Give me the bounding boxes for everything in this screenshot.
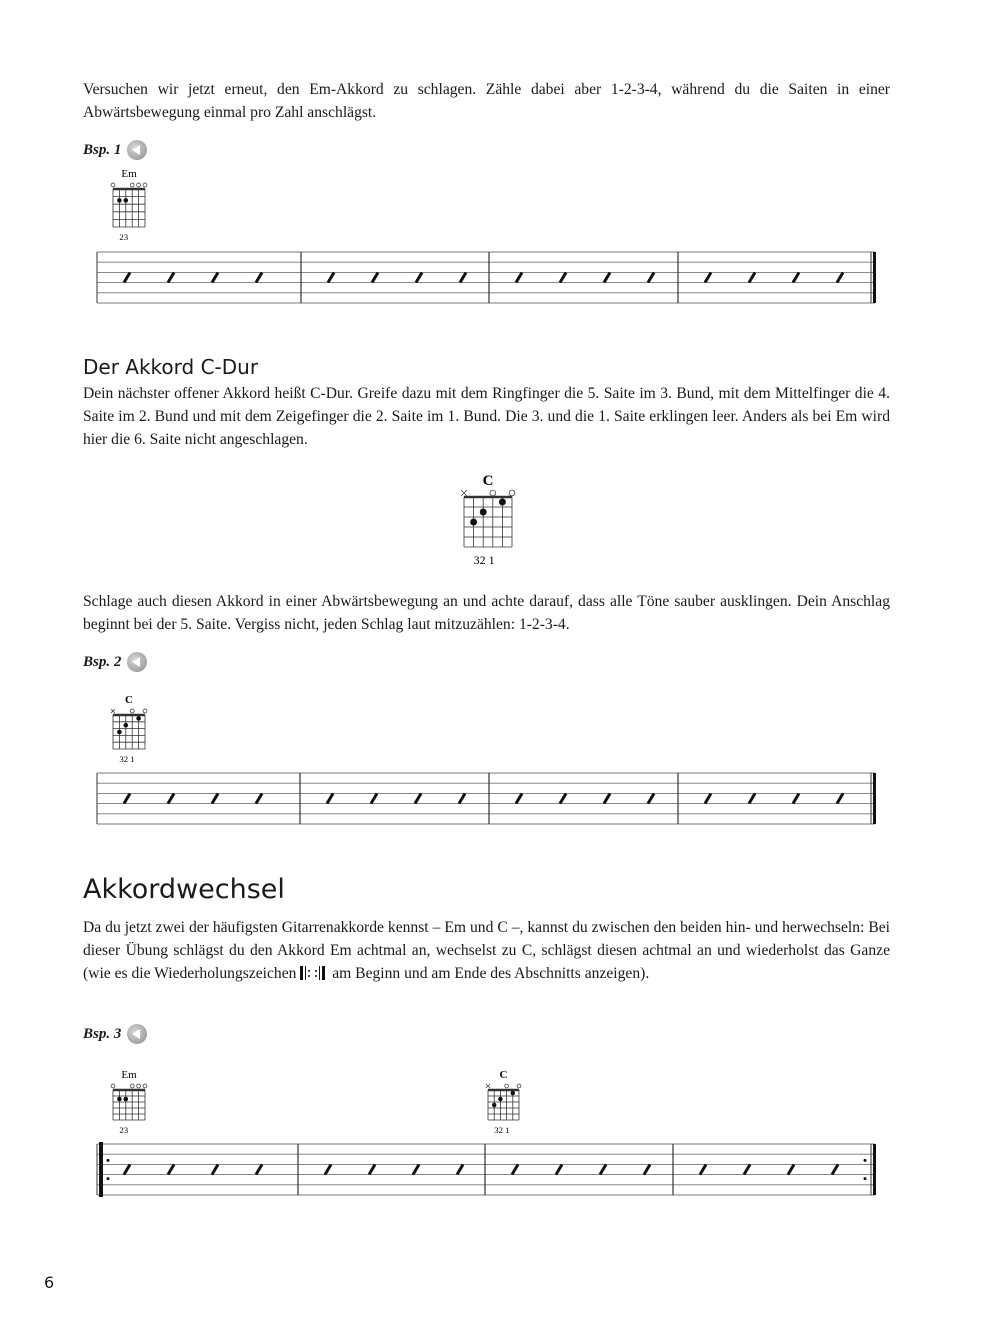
repeat-dot (864, 1159, 867, 1162)
strum-slash (457, 1165, 463, 1175)
strum-slash (516, 794, 522, 804)
strum-slash (168, 273, 174, 283)
strum-slash (556, 1165, 562, 1175)
text: Da du jetzt zwei der häufigsten Gitarrenakkorde kennst – Em und C –, kannst du zwischen den beiden hin- und herwechseln: Bei dieser Übung schlägst du den Akkord Em achtmal an, wechselst zu C, schlägst diesen achtmal an und wiederholst das Ganze (wie es die Wiederholungszeichen (83, 919, 890, 982)
strum-slash (648, 273, 654, 283)
strum-slash (168, 794, 174, 804)
chord-name: C (499, 1069, 508, 1081)
chord-diagram-em (111, 1069, 147, 1135)
strum-slash (512, 1165, 518, 1175)
repeat-dot (864, 1177, 867, 1180)
strum-paragraph: Schlage auch diesen Akkord in einer Abwärtsbewegung an und achte darauf, dass alle Töne sauber ausklingen. Dein Anschlag beginnt bei der 5. Saite. Vergiss nicht, jeden Schlag laut mitzuzählen: 1-2-3-4. (83, 593, 890, 633)
strum-slash (327, 794, 333, 804)
strum-slash (600, 1165, 606, 1175)
strum-slash (168, 1165, 174, 1175)
strum-slash (415, 794, 421, 804)
chapter-heading: Akkordwechsel (83, 874, 285, 905)
strum-slash (460, 273, 466, 283)
open-string-marker (143, 1084, 147, 1088)
chord-name: C (125, 694, 133, 706)
finger-dot (511, 1091, 515, 1095)
finger-dot (480, 509, 487, 516)
strum-slash (793, 273, 799, 283)
strum-slash (560, 794, 566, 804)
strum-slash (837, 273, 843, 283)
strum-slash (416, 273, 422, 283)
strum-slash (369, 1165, 375, 1175)
strum-slash (124, 794, 130, 804)
example-label: Bsp. 3 (83, 1025, 122, 1042)
open-string-marker (143, 183, 147, 187)
finger-dot (117, 1097, 122, 1102)
chord-name: C (482, 473, 494, 489)
finger-dot (123, 723, 128, 728)
c-dur-paragraph: Dein nächster offener Akkord heißt C-Dur. Greife dazu mit dem Ringfinger die 5. Saite im 3. Bund, mit dem Mittelfinger die 4. Saite im 2. Bund und mit dem Zeigefinger die 2. Saite im 1. Bund. Die 3. und die 1. Saite erklingen leer. Anders als bei Em wird hier die 6. Saite nicht angeschlagen. (83, 385, 890, 448)
open-string-marker (505, 1084, 509, 1088)
text: am Beginn und am Ende des Abschnitts anzeigen). (332, 965, 650, 982)
strum-slash (749, 794, 755, 804)
example-label: Bsp. 2 (83, 653, 122, 670)
example-label: Bsp. 1 (83, 141, 122, 158)
strum-slash (560, 273, 566, 283)
rhythm-staff (97, 252, 876, 303)
strum-slash (832, 1165, 838, 1175)
final-barline-thick (873, 1144, 876, 1195)
strum-slash (325, 1165, 331, 1175)
strum-slash (788, 1165, 794, 1175)
strum-slash (705, 794, 711, 804)
chord-fingering: 23 (119, 232, 129, 242)
chord-diagram-c (111, 694, 147, 764)
open-string-marker (509, 490, 515, 496)
chord-diagram-c (461, 473, 515, 567)
repeat-dot (107, 1159, 110, 1162)
intro-paragraph: Versuchen wir jetzt erneut, den Em-Akkord zu schlagen. Zähle dabei aber 1-2-3-4, während du die Saiten in einer Abwärtsbewegung einmal pro Zahl anschlägst. (83, 81, 890, 121)
strum-slash (648, 794, 654, 804)
finger-dot (470, 519, 477, 526)
strum-slash (749, 273, 755, 283)
strum-slash (212, 273, 218, 283)
strum-slash (837, 794, 843, 804)
open-string-marker (143, 709, 147, 713)
strum-slash (705, 273, 711, 283)
open-string-marker (490, 490, 496, 496)
open-string-marker (517, 1084, 521, 1088)
rhythm-staff (97, 773, 876, 824)
finger-dot (117, 198, 122, 203)
chord-name: Em (121, 1069, 137, 1081)
finger-dot (498, 1097, 502, 1101)
repeat-dot (107, 1177, 110, 1180)
strum-slash (124, 1165, 130, 1175)
open-string-marker (130, 709, 134, 713)
strum-slash (212, 1165, 218, 1175)
strum-slash (744, 1165, 750, 1175)
final-barline-thick (873, 773, 876, 824)
muted-string-marker (461, 490, 467, 496)
strum-slash (413, 1165, 419, 1175)
open-string-marker (137, 183, 141, 187)
finger-dot (492, 1103, 496, 1107)
open-string-marker (111, 183, 115, 187)
strum-slash (700, 1165, 706, 1175)
strum-slash (459, 794, 465, 804)
open-string-marker (111, 1084, 115, 1088)
section-heading: Der Akkord C-Dur (83, 355, 259, 379)
chord-fingering: 32 1 (119, 754, 135, 764)
strum-slash (793, 794, 799, 804)
finger-dot (117, 730, 122, 735)
finger-dot (136, 716, 141, 721)
open-string-marker (130, 1084, 134, 1088)
strum-slash (256, 1165, 262, 1175)
strum-slash (328, 273, 334, 283)
finger-dot (123, 1097, 128, 1102)
finger-dot (499, 499, 506, 506)
strum-slash (371, 794, 377, 804)
strum-slash (256, 273, 262, 283)
strum-slash (124, 273, 130, 283)
finger-dot (123, 198, 128, 203)
muted-string-marker (486, 1084, 490, 1088)
strum-slash (256, 794, 262, 804)
muted-string-marker (111, 709, 115, 713)
strum-slash (644, 1165, 650, 1175)
open-string-marker (137, 1084, 141, 1088)
rhythm-staff (97, 1142, 876, 1197)
chord-diagram-c (486, 1069, 521, 1135)
final-barline-thick (873, 252, 876, 303)
strum-slash (604, 273, 610, 283)
strum-slash (212, 794, 218, 804)
chord-fingering: 32 1 (494, 1125, 510, 1135)
chord-fingering: 23 (119, 1125, 129, 1135)
repeat-start-bar (99, 1142, 103, 1197)
strum-slash (604, 794, 610, 804)
chord-name: Em (121, 168, 137, 180)
strum-slash (516, 273, 522, 283)
chord-diagram-em (111, 168, 147, 242)
chord-fingering: 32 1 (473, 553, 495, 567)
page-number: 6 (44, 1273, 55, 1292)
strum-slash (372, 273, 378, 283)
open-string-marker (130, 183, 134, 187)
